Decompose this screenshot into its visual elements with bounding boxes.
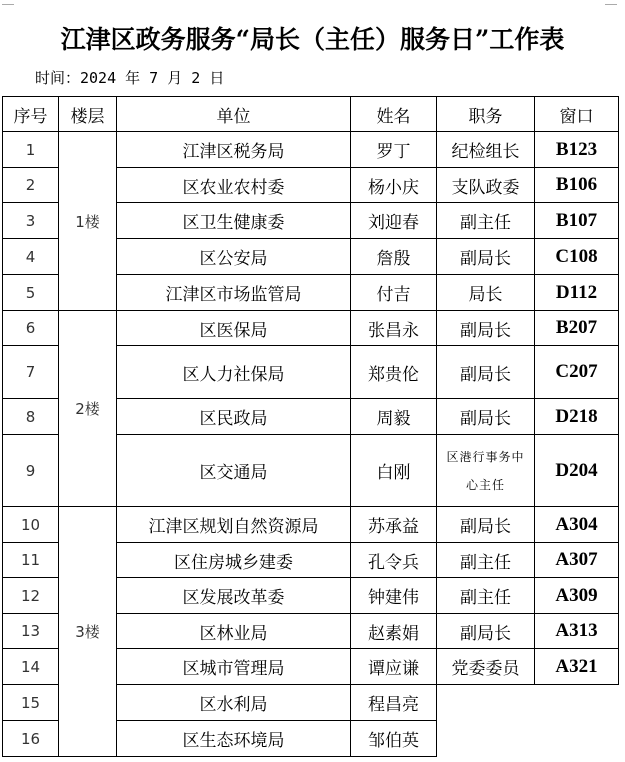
floor-cell-3: 3楼: [59, 507, 117, 757]
date-line: 时间：2024 年 7 月 2 日: [35, 69, 225, 87]
header-floor: 楼层: [59, 97, 117, 132]
row-title: [437, 721, 535, 757]
row-name: 白刚: [351, 435, 437, 507]
row-title: 支队政委: [437, 168, 535, 203]
row-window: D112: [535, 275, 619, 311]
row-name: 付吉: [351, 275, 437, 311]
row-title: 副局长: [437, 614, 535, 649]
header-no: 序号: [3, 97, 59, 132]
row-no: 6: [3, 311, 59, 346]
row-window: [535, 721, 619, 757]
header-title: 职务: [437, 97, 535, 132]
row-name: 周毅: [351, 399, 437, 435]
row-no: 13: [3, 614, 59, 649]
row-title: 副主任: [437, 578, 535, 614]
row-window: A307: [535, 543, 619, 578]
header-window: 窗口: [535, 97, 619, 132]
row-name: 张昌永: [351, 311, 437, 346]
row-no: 4: [3, 239, 59, 275]
row-unit: 区农业农村委: [117, 168, 351, 203]
row-name: 苏承益: [351, 507, 437, 543]
row-window: B207: [535, 311, 619, 346]
row-no: 15: [3, 685, 59, 721]
row-window: B123: [535, 132, 619, 168]
floor-cell-2: 2楼: [59, 311, 117, 507]
row-unit: 区林业局: [117, 614, 351, 649]
row-name: 钟建伟: [351, 578, 437, 614]
row-title: 区港行事务中心主任: [437, 435, 535, 507]
row-title: 副局长: [437, 239, 535, 275]
row-window: A304: [535, 507, 619, 543]
row-window: A309: [535, 578, 619, 614]
row-no: 12: [3, 578, 59, 614]
row-window: A321: [535, 649, 619, 685]
header-unit: 单位: [117, 97, 351, 132]
row-no: 9: [3, 435, 59, 507]
row-title: 党委委员: [437, 649, 535, 685]
row-title: 局长: [437, 275, 535, 311]
row-name: 詹殷: [351, 239, 437, 275]
row-title: 副主任: [437, 543, 535, 578]
row-title: 副局长: [437, 346, 535, 399]
row-title: [437, 685, 535, 721]
row-window: C108: [535, 239, 619, 275]
row-name: 罗丁: [351, 132, 437, 168]
row-window: A313: [535, 614, 619, 649]
row-name: 谭应谦: [351, 649, 437, 685]
row-unit: 区住房城乡建委: [117, 543, 351, 578]
row-unit: 区民政局: [117, 399, 351, 435]
header-row: [3, 97, 619, 132]
row-unit: 区生态环境局: [117, 721, 351, 757]
row-window: B106: [535, 168, 619, 203]
row-name: 孔令兵: [351, 543, 437, 578]
row-title: 副局长: [437, 311, 535, 346]
row-window: D204: [535, 435, 619, 507]
row-name: 程昌亮: [351, 685, 437, 721]
row-window: C207: [535, 346, 619, 399]
header-name: 姓名: [351, 97, 437, 132]
row-name: 赵素娟: [351, 614, 437, 649]
row-unit: 江津区税务局: [117, 132, 351, 168]
row-no: 10: [3, 507, 59, 543]
row-no: 5: [3, 275, 59, 311]
row-unit: 江津区规划自然资源局: [117, 507, 351, 543]
row-window: [535, 685, 619, 721]
row-window: D218: [535, 399, 619, 435]
row-no: 8: [3, 399, 59, 435]
row-no: 7: [3, 346, 59, 399]
row-no: 2: [3, 168, 59, 203]
table-row: [3, 311, 619, 346]
row-no: 16: [3, 721, 59, 757]
table-row: [3, 507, 619, 543]
row-name: 杨小庆: [351, 168, 437, 203]
page-title: 江津区政务服务“局长（主任）服务日”工作表: [60, 25, 565, 54]
row-unit: 区公安局: [117, 239, 351, 275]
row-window: B107: [535, 203, 619, 239]
row-unit: 区发展改革委: [117, 578, 351, 614]
row-no: 3: [3, 203, 59, 239]
row-title: 副主任: [437, 203, 535, 239]
table-row: [3, 132, 619, 168]
row-title: 纪检组长: [437, 132, 535, 168]
row-title: 副局长: [437, 507, 535, 543]
row-name: 邹伯英: [351, 721, 437, 757]
row-unit: 区水利局: [117, 685, 351, 721]
row-unit: 区城市管理局: [117, 649, 351, 685]
row-name: 郑贵伦: [351, 346, 437, 399]
row-no: 11: [3, 543, 59, 578]
row-unit: 区医保局: [117, 311, 351, 346]
row-title: 副局长: [437, 399, 535, 435]
page-corner-mark-left: [2, 4, 14, 5]
row-unit: 区卫生健康委: [117, 203, 351, 239]
row-unit: 区人力社保局: [117, 346, 351, 399]
row-unit: 江津区市场监管局: [117, 275, 351, 311]
schedule-table: [2, 96, 619, 757]
row-name: 刘迎春: [351, 203, 437, 239]
floor-cell-1: 1楼: [59, 132, 117, 311]
row-no: 1: [3, 132, 59, 168]
row-no: 14: [3, 649, 59, 685]
row-unit: 区交通局: [117, 435, 351, 507]
page-corner-mark-right: [605, 4, 617, 5]
